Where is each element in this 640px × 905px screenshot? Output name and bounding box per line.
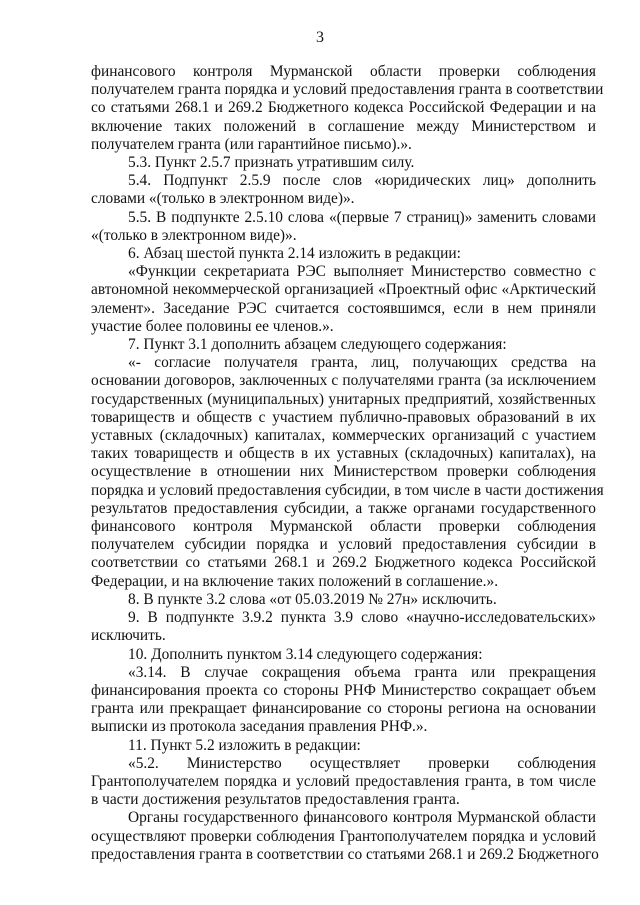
paragraph [91,336,596,354]
text-line: Грантополучателем порядка и условий предоставления гранта, в том числе [91,772,596,790]
text-line: включение таких положений в соглашение между Министерством и [91,117,596,135]
document-body [91,63,604,864]
text-line: товариществ и обществ с участием публично-правовых образований в их [91,408,596,426]
text-line: словами «(только в электронном виде)». [91,190,355,208]
text-line: 8. В пункте 3.2 слова «от 05.03.2019 № 27н» исключить. [128,590,497,608]
paragraph [91,737,596,755]
text-line: со статьями 268.1 и 269.2 Бюджетного кодекса Российской Федерации и на [91,99,596,117]
paragraph [91,809,599,864]
page-number: 3 [316,29,324,46]
text-line: основании договоров, заключенных с получателями гранта (за исключением [91,372,596,390]
text-line: «3.14. В случае сокращения объема гранта или прекращения [128,663,596,681]
text-line: получателем гранта порядка и условий предоставления гранта в соответствии [91,81,604,99]
text-line: 6. Абзац шестой пункта 2.14 изложить в редакции: [128,245,461,263]
text-line: автономной некоммерческой организацией «Проектный офис «Арктический [91,281,596,299]
paragraph [91,263,596,336]
text-line: финансирования проекта со стороны РНФ Министерство сокращает объем [91,681,596,699]
paragraph [91,354,604,591]
text-line: получателем гранта (или гарантийное письмо).». [91,135,412,153]
text-line: финансового контроля Мурманской области проверки соблюдения [91,518,596,536]
text-line: осуществляют проверки соблюдения Грантополучателем порядка и условий [91,827,596,845]
text-line: Органы государственного финансового контроля Мурманской области [128,809,596,827]
text-line: исключить. [91,627,166,645]
paragraph [91,245,596,263]
paragraph [91,209,596,245]
paragraph [91,755,596,810]
paragraph [91,591,596,609]
text-line: 10. Дополнить пунктом 3.14 следующего содержания: [128,645,483,663]
text-line: порядка и условий предоставления субсидии, в том числе в части достижения [91,481,604,499]
text-line: участие более половины ее членов.». [91,317,334,335]
text-line: «Функции секретариата РЭС выполняет Министерство совместно с [128,263,596,281]
text-line: финансового контроля Мурманской области проверки соблюдения [91,63,596,80]
text-line: 5.5. В подпункте 2.5.10 слова «(первые 7 страниц)» заменить словами [128,208,596,226]
paragraph [91,646,596,664]
text-line: «5.2. Министерство осуществляет проверки соблюдения [128,754,596,772]
text-line: соответствии со статьями 268.1 и 269.2 Бюджетного кодекса Российской [91,554,596,572]
text-line: предоставления гранта в соответствии со статьями 268.1 и 269.2 Бюджетного [91,845,599,863]
text-line: уставных (складочных) капиталах, коммерческих организаций с участием [91,427,596,445]
text-line: 7. Пункт 3.1 дополнить абзацем следующего содержания: [128,336,507,354]
text-line: «(только в электронном виде)». [91,226,297,244]
text-line: Федерации, и на включение таких положений в соглашение.». [91,572,499,590]
text-line: результатов предоставления субсидии, а также органами государственного [91,499,596,517]
text-line: выписки из протокола заседания правления РНФ.». [91,718,428,736]
text-line: «- согласие получателя гранта, лиц, получающих средства на [128,354,596,372]
paragraph [91,664,596,737]
text-line: 5.4. Подпункт 2.5.9 после слов «юридических лиц» дополнить [128,172,596,190]
text-line: осуществление в отношении них Министерством проверки соблюдения [91,463,596,481]
text-line: элемент». Заседание РЭС считается состоявшимся, если в нем приняли [91,299,596,317]
text-line: 11. Пункт 5.2 изложить в редакции: [128,736,361,754]
paragraph [91,172,596,208]
text-line: таких товариществ и обществ в их уставных (складочных) капиталах), на [91,445,596,463]
text-line: гранта или прекращает финансирование со стороны региона на основании [91,700,596,718]
text-line: в части достижения результатов предоставления гранта. [91,791,460,809]
paragraph [91,154,596,172]
text-line: государственных (муниципальных) унитарных предприятий, хозяйственных [91,390,596,408]
text-line: получателем субсидии порядка и условий предоставления субсидии в [91,536,596,554]
text-line: 9. В подпункте 3.9.2 пункта 3.9 слово «научно-исследовательских» [128,609,596,627]
paragraph [91,609,596,645]
paragraph [91,63,604,154]
text-line: 5.3. Пункт 2.5.7 признать утратившим силу. [128,154,415,172]
